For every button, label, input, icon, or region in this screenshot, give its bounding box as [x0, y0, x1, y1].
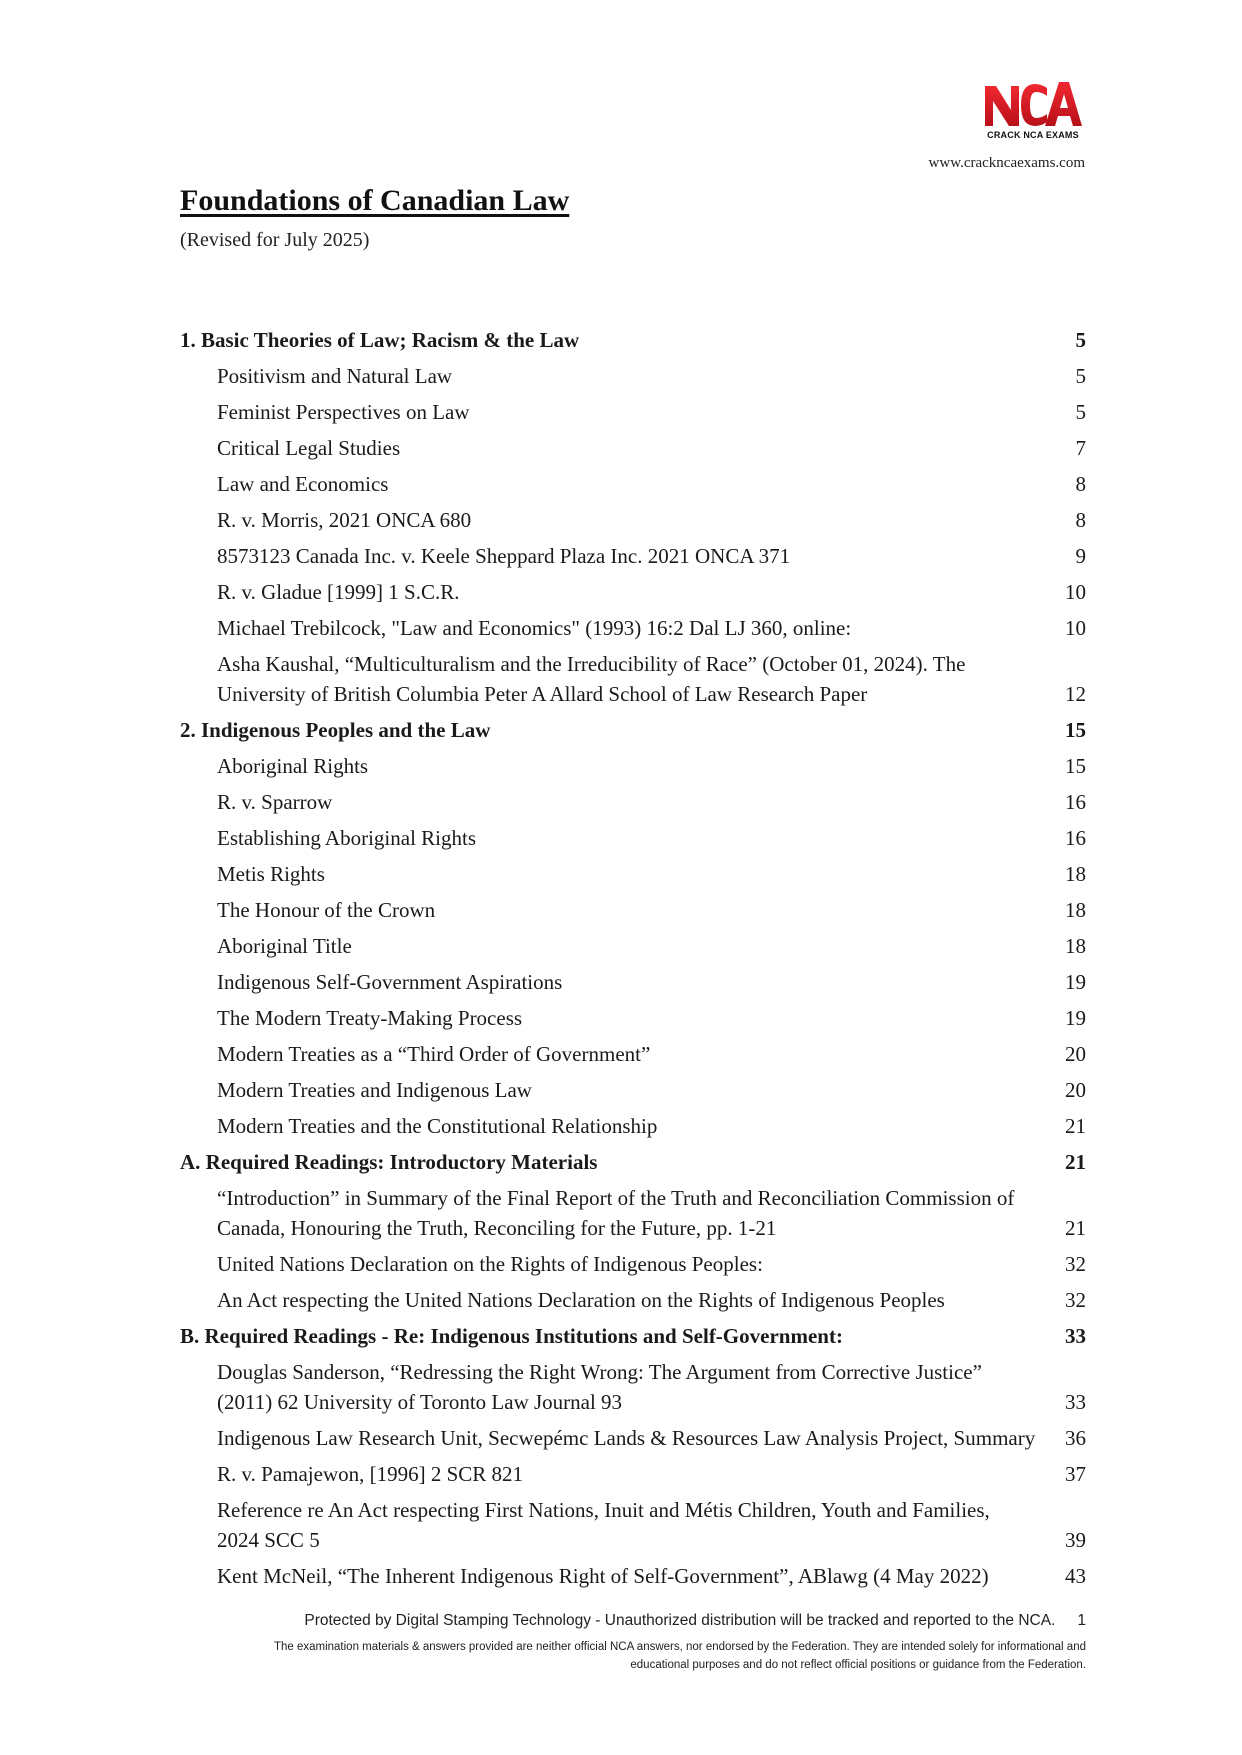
toc-entry[interactable] — [180, 967, 1086, 997]
toc-entry-page: 32 — [1065, 1252, 1086, 1276]
toc-entry-page: 33 — [1065, 1324, 1086, 1348]
disclaimer-line-1: The examination materials & answers provided are neither official NCA answers, nor endorsed by the Federation. They are intended solely for informational and — [273, 1641, 1086, 1653]
toc-entry-page: 8 — [1075, 472, 1086, 496]
toc-entry-title: 1. Basic Theories of Law; Racism & the Law — [180, 328, 580, 352]
toc-entry-title: 2. Indigenous Peoples and the Law — [180, 718, 491, 742]
toc-entry[interactable] — [180, 433, 1086, 463]
toc-entry-page: 12 — [1065, 682, 1086, 706]
toc-entry[interactable] — [180, 1003, 1086, 1033]
toc-entry[interactable] — [180, 361, 1086, 391]
toc-entry-title: Metis Rights — [217, 862, 325, 886]
toc-entry[interactable] — [180, 1459, 1086, 1489]
toc-entry-title: Critical Legal Studies — [217, 436, 401, 460]
toc-entry-title: Establishing Aboriginal Rights — [217, 826, 477, 850]
toc-entry[interactable] — [180, 751, 1086, 781]
toc-entry-title: R. v. Morris, 2021 ONCA 680 — [217, 508, 472, 532]
toc-entry-title: Indigenous Law Research Unit, Secwepémc Lands & Resources Law Analysis Project, Summary — [217, 1426, 1036, 1450]
toc-entry-page: 18 — [1065, 898, 1086, 922]
toc-entry-title: 8573123 Canada Inc. v. Keele Sheppard Plaza Inc. 2021 ONCA 371 — [217, 544, 791, 568]
toc-entry-page: 33 — [1065, 1390, 1086, 1414]
toc-section-heading[interactable] — [180, 325, 1086, 355]
page-number: 1 — [1077, 1612, 1086, 1629]
toc-entry-title: B. Required Readings - Re: Indigenous Institutions and Self-Government: — [180, 1324, 843, 1348]
toc-entry-page: 21 — [1065, 1150, 1086, 1174]
toc-entry-page: 15 — [1065, 718, 1086, 742]
nca-logo — [983, 78, 1083, 146]
toc-entry-page: 5 — [1075, 328, 1086, 352]
protection-notice: Protected by Digital Stamping Technology - Unauthorized distribution will be tracked and reported to the NCA. — [304, 1612, 1056, 1629]
toc-entry[interactable] — [180, 895, 1086, 925]
toc-entry-title: Michael Trebilcock, "Law and Economics" (1993) 16:2 Dal LJ 360, online: — [217, 616, 852, 640]
toc-entry-page: 5 — [1075, 364, 1086, 388]
toc-entry[interactable] — [180, 1039, 1086, 1069]
toc-entry-page: 10 — [1065, 616, 1086, 640]
toc-entry-title: “Introduction” in Summary of the Final Report of the Truth and Reconciliation Commission of Canada, Honouring the Truth, Reconciling for the Future, pp. 1-21 — [217, 1186, 1015, 1240]
logo-text: CRACK NCA EXAMS — [987, 130, 1079, 140]
toc-entry-page: 37 — [1065, 1462, 1086, 1486]
toc-entry-page: 16 — [1065, 826, 1086, 850]
toc-entry-title: Reference re An Act respecting First Nations, Inuit and Métis Children, Youth and Families, 2024 SCC 5 — [217, 1498, 990, 1552]
toc-entry-title: Indigenous Self-Government Aspirations — [217, 970, 563, 994]
toc-entry-title: Feminist Perspectives on Law — [217, 400, 470, 424]
toc-section-heading[interactable] — [180, 1321, 1086, 1351]
toc-entry[interactable] — [180, 1075, 1086, 1105]
toc-entry-page: 5 — [1075, 400, 1086, 424]
toc-entry-title: Kent McNeil, “The Inherent Indigenous Right of Self-Government”, ABlawg (4 May 2022) — [217, 1564, 989, 1588]
toc-entry[interactable] — [180, 931, 1086, 961]
toc-entry[interactable] — [180, 1423, 1086, 1453]
toc-entry[interactable] — [180, 859, 1086, 889]
toc-entry-title: Modern Treaties as a “Third Order of Government” — [217, 1042, 651, 1066]
toc-entry-title: Positivism and Natural Law — [217, 364, 453, 388]
toc-entry[interactable] — [180, 613, 1086, 643]
table-of-contents — [180, 325, 1086, 1597]
toc-entry-title: The Honour of the Crown — [217, 898, 436, 922]
footer-disclaimer — [180, 1638, 1086, 1674]
toc-entry-page: 10 — [1065, 580, 1086, 604]
toc-entry[interactable] — [180, 1183, 1086, 1243]
toc-entry-page: 16 — [1065, 790, 1086, 814]
toc-entry-page: 20 — [1065, 1078, 1086, 1102]
toc-entry-title: Aboriginal Rights — [217, 754, 369, 778]
toc-entry-title: Law and Economics — [217, 472, 389, 496]
toc-entry[interactable] — [180, 787, 1086, 817]
toc-entry-page: 7 — [1075, 436, 1086, 460]
toc-entry-page: 8 — [1075, 508, 1086, 532]
toc-entry[interactable] — [180, 649, 1086, 709]
toc-entry-page: 21 — [1065, 1216, 1086, 1240]
toc-entry-title: R. v. Gladue [1999] 1 S.C.R. — [217, 580, 460, 604]
toc-entry-title: A. Required Readings: Introductory Materials — [180, 1150, 598, 1174]
toc-entry[interactable] — [180, 1561, 1086, 1591]
toc-entry-title: R. v. Sparrow — [217, 790, 333, 814]
toc-entry[interactable] — [180, 1285, 1086, 1315]
toc-entry-title: Asha Kaushal, “Multiculturalism and the Irreducibility of Race” (October 01, 2024). The University of British Columbia Peter A Allard School of Law Research Paper — [217, 652, 966, 706]
toc-entry-title: R. v. Pamajewon, [1996] 2 SCR 821 — [217, 1462, 524, 1486]
toc-entry-page: 9 — [1075, 544, 1086, 568]
toc-entry-page: 18 — [1065, 862, 1086, 886]
toc-entry[interactable] — [180, 1495, 1086, 1555]
toc-entry[interactable] — [180, 823, 1086, 853]
footer-protection-line — [180, 1612, 1086, 1630]
toc-entry[interactable] — [180, 469, 1086, 499]
toc-section-heading[interactable] — [180, 715, 1086, 745]
toc-entry-page: 19 — [1065, 1006, 1086, 1030]
toc-entry-title: Douglas Sanderson, “Redressing the Right Wrong: The Argument from Corrective Justice” (2011) 62 University of Toronto Law Journal 93 — [217, 1360, 982, 1414]
toc-entry[interactable] — [180, 1357, 1086, 1417]
toc-entry[interactable] — [180, 541, 1086, 571]
toc-entry-title: Modern Treaties and Indigenous Law — [217, 1078, 532, 1102]
toc-entry-page: 21 — [1065, 1114, 1086, 1138]
toc-entry-page: 43 — [1065, 1564, 1086, 1588]
toc-entry-title: Aboriginal Title — [217, 934, 352, 958]
toc-entry-page: 20 — [1065, 1042, 1086, 1066]
nca-logo-mark — [983, 78, 1083, 130]
toc-entry-page: 32 — [1065, 1288, 1086, 1312]
toc-entry-page: 19 — [1065, 970, 1086, 994]
toc-entry[interactable] — [180, 1111, 1086, 1141]
toc-entry-title: An Act respecting the United Nations Declaration on the Rights of Indigenous Peoples — [217, 1288, 945, 1312]
toc-entry-title: Modern Treaties and the Constitutional Relationship — [217, 1114, 658, 1138]
toc-entry-page: 36 — [1065, 1426, 1086, 1450]
toc-entry-title: The Modern Treaty-Making Process — [217, 1006, 523, 1030]
toc-entry-page: 15 — [1065, 754, 1086, 778]
toc-entry-page: 18 — [1065, 934, 1086, 958]
toc-entry-page: 39 — [1065, 1528, 1086, 1552]
disclaimer-line-2: educational purposes and do not reflect official positions or guidance from the Federation. — [630, 1659, 1086, 1671]
toc-entry[interactable] — [180, 577, 1086, 607]
website-url[interactable]: www.crackncaexams.com — [928, 155, 1085, 171]
toc-entry[interactable] — [180, 1249, 1086, 1279]
toc-entry[interactable] — [180, 397, 1086, 427]
document-title: Foundations of Canadian Law — [180, 184, 570, 217]
toc-section-heading[interactable] — [180, 1147, 1086, 1177]
document-subtitle: (Revised for July 2025) — [180, 229, 370, 251]
toc-entry-title: United Nations Declaration on the Rights of Indigenous Peoples: — [217, 1252, 763, 1276]
toc-entry[interactable] — [180, 505, 1086, 535]
